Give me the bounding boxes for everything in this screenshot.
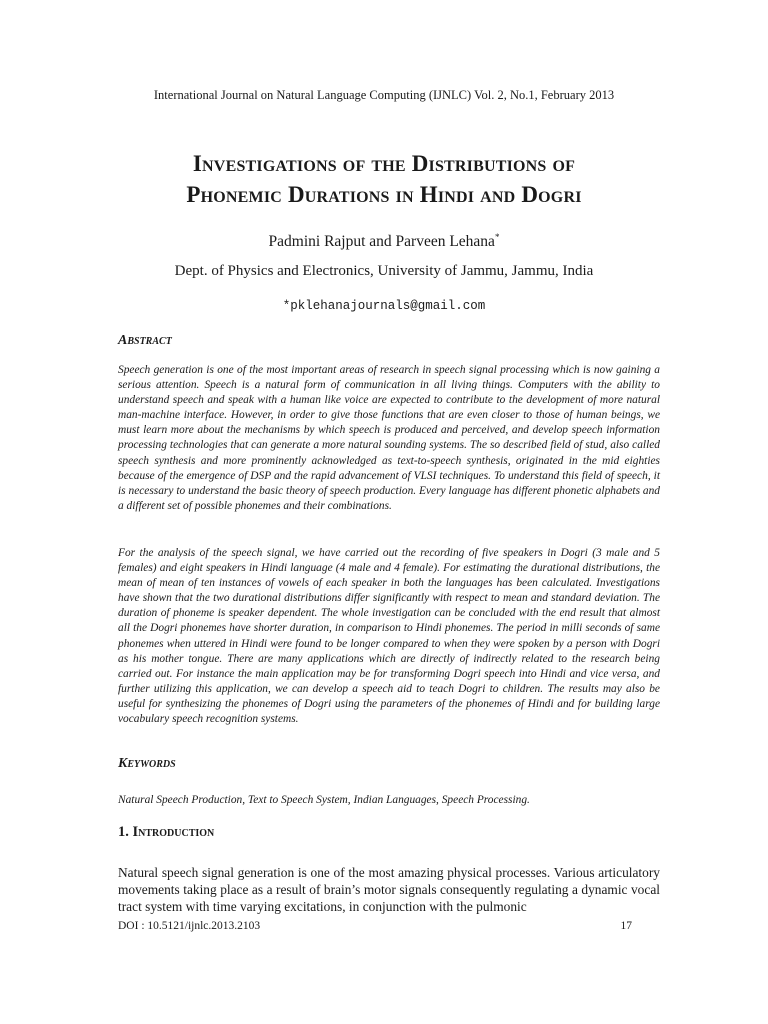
- corresponding-author-marker: *: [494, 232, 500, 242]
- author-names: [0, 232, 768, 251]
- title-line-2: Phonemic Durations in Hindi and Dogri: [186, 182, 582, 207]
- keywords-text: Natural Speech Production, Text to Speech System, Indian Languages, Speech Processing.: [118, 794, 530, 806]
- introduction-heading: 1. Introduction: [118, 824, 215, 840]
- paper-title: [60, 148, 708, 210]
- author-affiliation: Dept. of Physics and Electronics, University of Jammu, Jammu, India: [174, 263, 594, 279]
- footer-page-number: 17: [620, 920, 632, 932]
- author-names-text: Padmini Rajput and Parveen Lehana: [268, 233, 495, 251]
- abstract-heading: Abstract: [118, 333, 172, 348]
- running-head: International Journal on Natural Language Computing (IJNLC) Vol. 2, No.1, February 2013: [153, 88, 615, 102]
- introduction-text: Natural speech signal generation is one of the most amazing physical processes. Various articulatory movements taking place as a result of brain’s motor signals consequently regulating a dynamic vocal tract system with time varying excitations, in conjunction with the pulmonic: [118, 865, 660, 914]
- abstract-paragraph-2: For the analysis of the speech signal, we have carried out the recording of five speakers in Dogri (3 male and 5 females) and eight speakers in Hindi language (4 male and 4 female). For estimating the durational distributions, the mean of mean of ten instances of vowels of each speaker in both the languages has been calculated. Investigations have shown that the two durational distributions differ significantly with respect to mean and standard deviation. The duration of phoneme is speaker dependent. The whole investigation can be concluded with the end result that almost all the Dogri phonemes have shorter duration, in comparison to Hindi phonemes. The period in milli seconds of same phonemes when uttered in Hindi were found to be longer compared to when they were spoken by a person with Dogri as his mother tongue. There are many applications which are directly of indirectly related to the research being carried out. For instance the main application may be for transforming Dogri speech into Hindi and vice versa, and further utilizing this application, we can develop a speech aid to teach Dogri to children. The results may also be useful for synthesizing the phonemes of Dogri using the parameters of the phonemes of Hindi and for building large vocabulary speech recognition systems.: [118, 547, 660, 726]
- abstract-paragraph-1: Speech generation is one of the most important areas of research in speech signal processing which is now gaining a serious attention. Speech is a natural form of communication in all living things. Computers with the ability to understand speech and speak with a human like voice are expected to contribute to the development of more natural man-machine interface. However, in order to give those functions that are even closer to those of human beings, we must learn more about the mechanisms by which speech is produced and perceived, and develop speech information processing technologies that can generate a more natural sounding systems. The so described field of stud, also called speech synthesis and more prominently acknowledged as text-to-speech synthesis, originated in the mid eighties because of the emergence of DSP and the rapid advancement of VLSI techniques. To understand this field of speech, it is necessary to understand the basic theory of speech production. Every language has different phonetic alphabets and a different set of possible phonemes and their combinations.: [118, 364, 660, 512]
- footer-doi: DOI : 10.5121/ijnlc.2013.2103: [118, 920, 261, 932]
- keywords-heading: Keywords: [118, 756, 176, 771]
- title-line-1: Investigations of the Distributions of: [192, 151, 576, 176]
- author-email: *pklehanajournals@gmail.com: [282, 299, 486, 313]
